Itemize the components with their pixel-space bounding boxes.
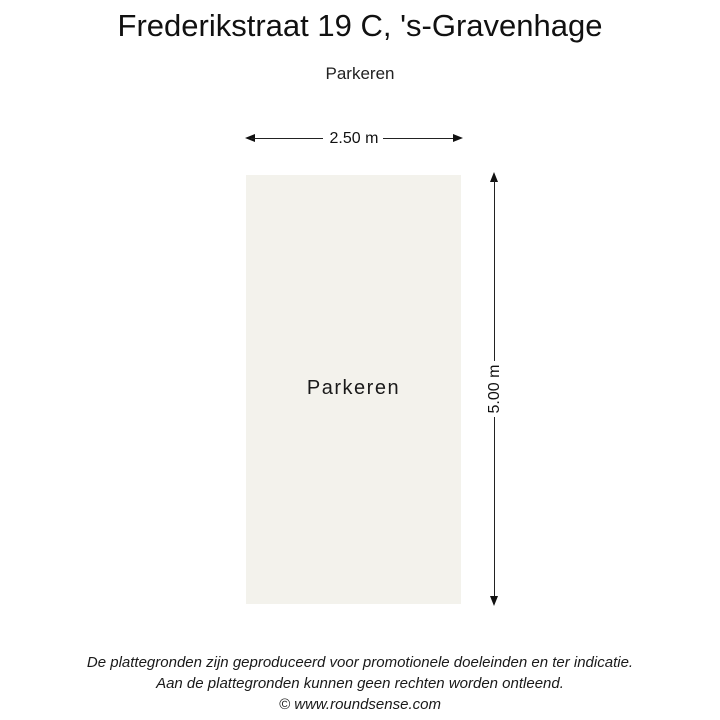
room-parkeren (246, 175, 461, 604)
dimension-line (494, 417, 495, 598)
floor-name: Parkeren (325, 64, 395, 83)
width-label: 2.50 m (329, 130, 379, 147)
depth-dimension (484, 172, 506, 606)
arrow-down-icon (490, 596, 498, 606)
room-label: Parkeren (306, 377, 401, 399)
dimension-line (494, 180, 495, 361)
disclaimer-line: Aan de plattegronden kunnen geen rechten worden ontleend. (156, 675, 564, 692)
arrow-right-icon (453, 134, 463, 142)
width-dimension (245, 128, 463, 150)
page-title: Frederikstraat 19 C, 's-Gravenhage (117, 8, 603, 43)
disclaimer-line: De plattegronden zijn geproduceerd voor promotionele doeleinden en ter indicatie. (86, 654, 634, 671)
depth-label: 5.00 m (486, 364, 503, 414)
dimension-line (383, 138, 457, 139)
disclaimer (0, 652, 720, 715)
copyright: © www.roundsense.com (279, 696, 441, 713)
